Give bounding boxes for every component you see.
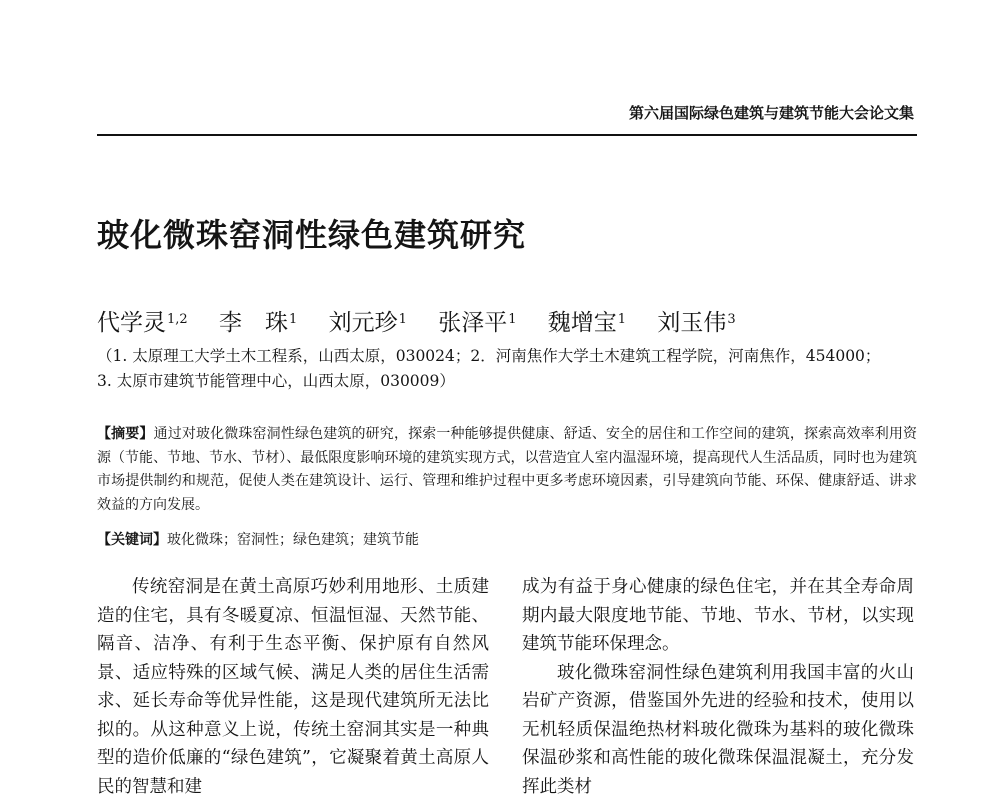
keywords bbox=[97, 528, 917, 552]
body-column-left bbox=[97, 573, 489, 801]
author: 张泽平$^1$ bbox=[438, 307, 516, 339]
affiliations bbox=[97, 344, 927, 394]
affiliation-line: （1. 太原理工大学土木工程系，山西太原，030024；2．河南焦作大学土木建筑工程学院，河南焦作，454000； bbox=[97, 344, 927, 369]
author: 刘元珍$^1$ bbox=[329, 307, 407, 339]
keywords-text: 玻化微珠；窑洞性；绿色建筑；建筑节能 bbox=[167, 532, 419, 548]
affiliation-line: 3. 太原市建筑节能管理中心，山西太原，030009） bbox=[97, 369, 927, 394]
author-list bbox=[97, 307, 917, 339]
abstract bbox=[97, 423, 917, 517]
body-paragraph: 传统窑洞是在黄土高原巧妙利用地形、土质建造的住宅，具有冬暖夏凉、恒温恒湿、天然节能、隔音、洁净、有利于生态平衡、保护原有自然风景、适应特殊的区域气候、满足人类的居住生活需求、延长寿命等优异性能，这是现代建筑所无法比拟的。从这种意义上说，传统土窑洞其实是一种典型的造价低廉的“绿色建筑”，它凝聚着黄土高原人民的智慧和建 bbox=[97, 573, 489, 801]
body-column-right bbox=[522, 573, 914, 801]
author: 李 珠$^1$ bbox=[219, 307, 297, 339]
author: 代学灵$^{1,2}$ bbox=[97, 307, 188, 339]
body-paragraph: 成为有益于身心健康的绿色住宅，并在其全寿命周期内最大限度地节能、节地、节水、节材，以实现建筑节能环保理念。 bbox=[522, 573, 914, 659]
header-divider bbox=[97, 134, 917, 136]
keywords-label: 【关键词】 bbox=[97, 532, 167, 548]
proceedings-header: 第六届国际绿色建筑与建筑节能大会论文集 bbox=[560, 103, 914, 123]
author: 魏增宝$^1$ bbox=[548, 307, 626, 339]
paper-title: 玻化微珠窑洞性绿色建筑研究 bbox=[97, 215, 917, 255]
body-paragraph: 玻化微珠窑洞性绿色建筑利用我国丰富的火山岩矿产资源，借鉴国外先进的经验和技术，使用以无机轻质保温绝热材料玻化微珠为基料的玻化微珠保温砂浆和高性能的玻化微珠保温混凝土，充分发挥此类材 bbox=[522, 659, 914, 801]
abstract-label: 【摘要】 bbox=[97, 426, 154, 442]
abstract-text: 通过对玻化微珠窑洞性绿色建筑的研究，探索一种能够提供健康、舒适、安全的居住和工作空间的建筑，探索高效率利用资源（节能、节地、节水、节材）、最低限度影响环境的建筑实现方式，以营造宜人室内温湿环境，提高现代人生活品质，同时也为建筑市场提供制约和规范，促使人类在建筑设计、运行、管理和维护过程中更多考虑环境因素，引导建筑向节能、环保、健康舒适、讲求效益的方向发展。 bbox=[97, 426, 917, 513]
author: 刘玉伟$^3$ bbox=[657, 307, 735, 339]
